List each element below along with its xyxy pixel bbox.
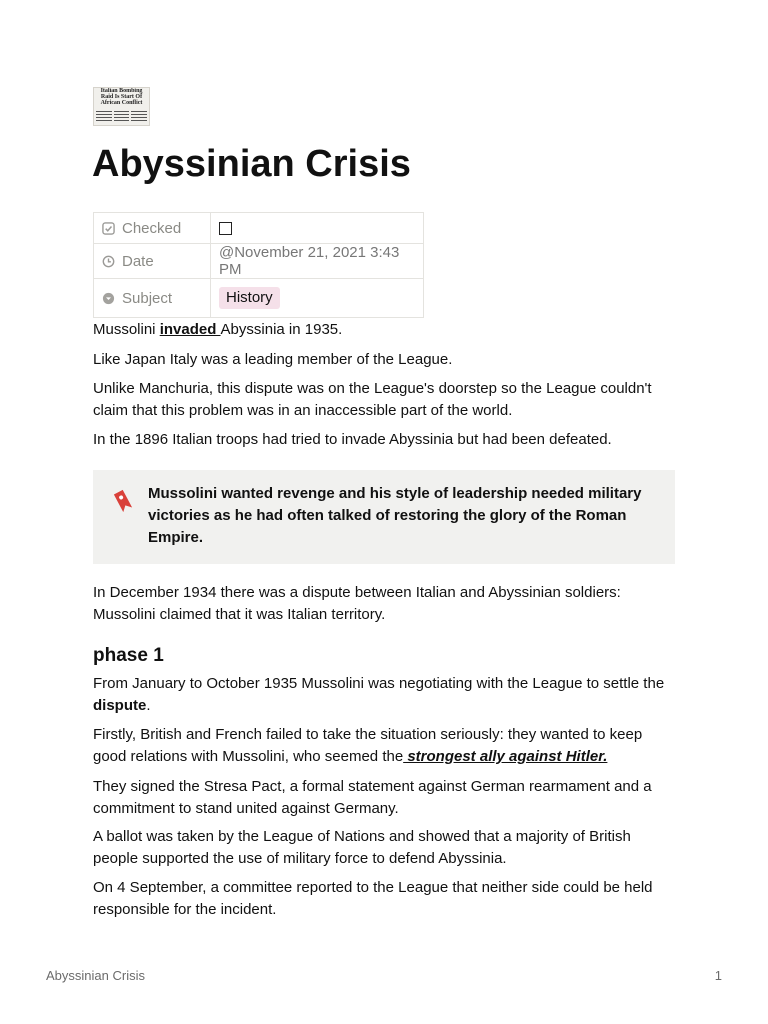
- property-name: Subject: [94, 279, 211, 318]
- property-row-checked: [94, 213, 424, 244]
- checked-checkbox[interactable]: [219, 222, 232, 235]
- paragraph: They signed the Stresa Pact, a formal statement against German rearmament and a commitment to stand united against Germany.: [93, 778, 652, 817]
- paragraph: A ballot was taken by the League of Nations and showed that a majority of British people supported the use of military force to defend Abyssinia.: [93, 828, 631, 867]
- property-name: Date: [94, 244, 211, 279]
- paragraph: In the 1896 Italian troops had tried to invade Abyssinia but had been defeated.: [93, 431, 612, 448]
- page-title: Abyssinian Crisis: [92, 143, 411, 185]
- footer-title: Abyssinian Crisis: [46, 968, 145, 983]
- select-property-icon: [102, 292, 115, 305]
- callout-block: [93, 470, 675, 564]
- date-value[interactable]: @November 21, 2021 3:43 PM: [219, 244, 400, 278]
- paragraph: Like Japan Italy was a leading member of the League.: [93, 351, 453, 368]
- property-value[interactable]: [211, 279, 424, 318]
- property-value[interactable]: [211, 213, 424, 244]
- checkbox-property-icon: [102, 222, 115, 235]
- paragraph: Unlike Manchuria, this dispute was on the League's doorstep so the League couldn't claim that this problem was in an inaccessible part of the world.: [93, 380, 652, 419]
- property-row-date: [94, 244, 424, 279]
- clock-icon: [102, 255, 115, 268]
- newspaper-columns: [96, 111, 147, 123]
- properties-table: [93, 212, 424, 318]
- page-number: 1: [714, 968, 722, 983]
- property-value[interactable]: [211, 244, 424, 279]
- callout-text: Mussolini wanted revenge and his style of leadership needed military victories as he had often talked of restoring the glory of the Roman Empire.: [148, 485, 642, 546]
- dispute-bold: dispute: [93, 697, 147, 714]
- subject-tag[interactable]: History: [219, 287, 280, 309]
- property-name: Checked: [94, 213, 211, 244]
- paragraph: From January to October 1935 Mussolini was negotiating with the League to settle the dispute.: [93, 675, 665, 714]
- property-row-subject: [94, 279, 424, 318]
- paragraph: On 4 September, a committee reported to the League that neither side could be held responsible for the incident.: [93, 879, 653, 918]
- page-cover-icon: Italian Bombing Raid Is Start Of African Conflict: [93, 87, 150, 126]
- section-heading: phase 1: [93, 645, 164, 666]
- invaded-link[interactable]: invaded: [159, 321, 221, 338]
- strongest-ally-link[interactable]: strongest ally against Hitler.: [403, 748, 608, 765]
- paragraph: Firstly, British and French failed to take the situation seriously: they wanted to keep good relations with Mussolini, who seemed the strongest ally against Hitler.: [93, 726, 643, 765]
- paragraph: Mussolini invaded Abyssinia in 1935.: [93, 321, 343, 338]
- bookmark-icon: [112, 489, 134, 513]
- paragraph: In December 1934 there was a dispute between Italian and Abyssinian soldiers: Mussolini claimed that it was Italian territory.: [93, 584, 621, 623]
